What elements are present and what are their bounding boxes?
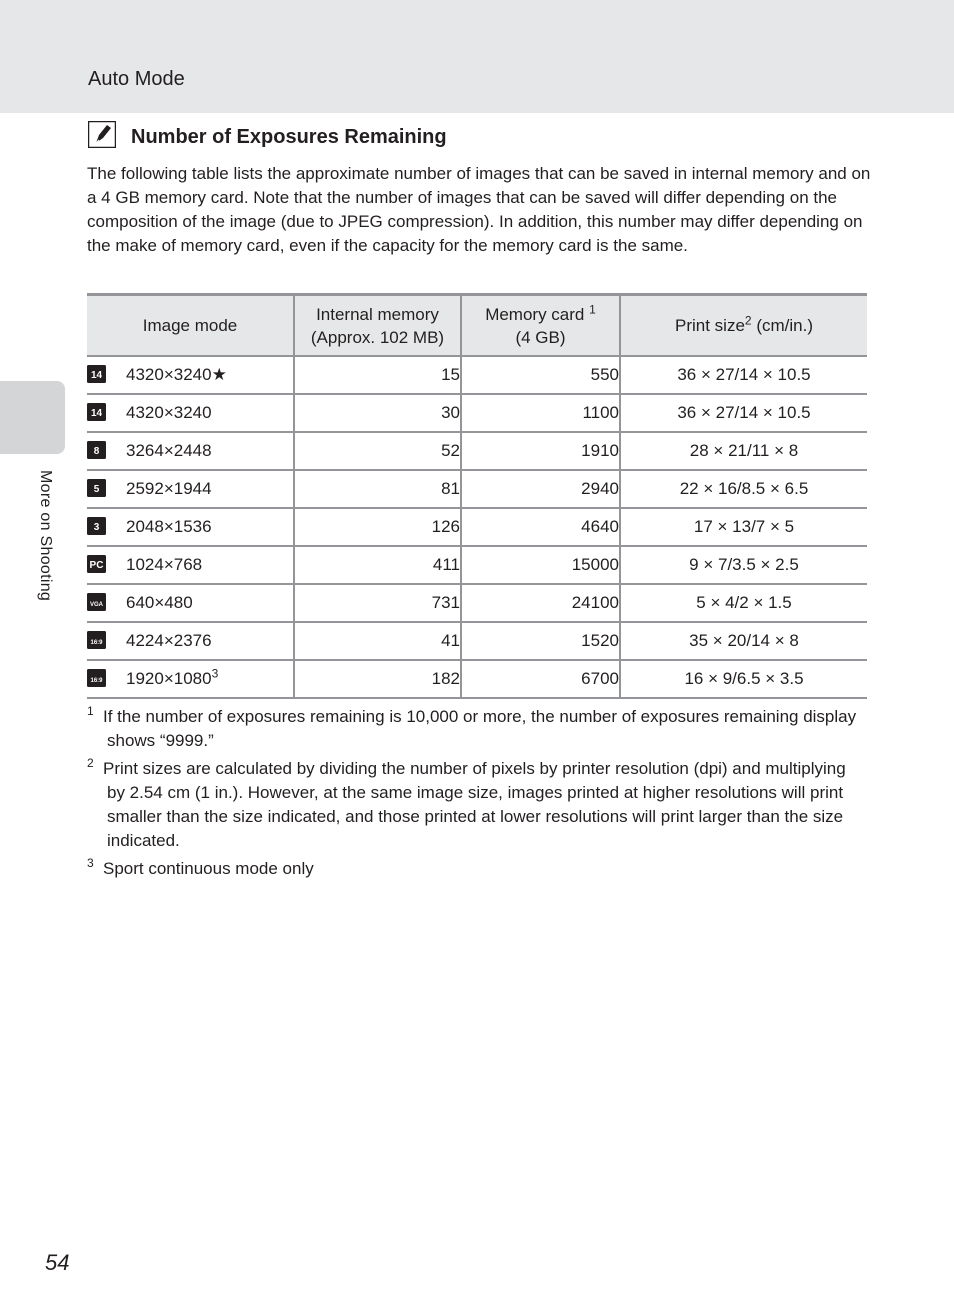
- header-card-footnote-mark: 1: [589, 301, 596, 316]
- image-mode-label: 2048×1536: [126, 517, 212, 536]
- header-print-pre: Print size: [675, 316, 745, 335]
- table-row: [87, 546, 867, 584]
- vga-icon: [87, 593, 106, 611]
- 14m-icon: [87, 403, 106, 421]
- side-chapter-label: More on Shooting: [37, 470, 54, 602]
- image-mode-cell: [87, 508, 294, 546]
- footnote-text: Sport continuous mode only: [103, 859, 314, 878]
- image-mode-footnote-mark: 3: [211, 666, 219, 681]
- memory-card-cell: 1100: [461, 394, 620, 432]
- image-mode-label: 4320×3240: [126, 403, 212, 422]
- header-print-footnote-mark: 2: [744, 313, 752, 328]
- page-number: 54: [45, 1250, 70, 1275]
- internal-memory-cell: 52: [294, 432, 461, 470]
- internal-memory-cell: 182: [294, 660, 461, 698]
- table-row: [87, 356, 867, 394]
- internal-memory-cell: 15: [294, 356, 461, 394]
- header-card-line2: (4 GB): [515, 327, 566, 347]
- pencil-note-icon: [88, 121, 116, 148]
- table-row: [87, 622, 867, 660]
- 14m-star-icon: [87, 365, 106, 383]
- image-mode-cell: [87, 584, 294, 622]
- image-mode-cell: [87, 432, 294, 470]
- image-mode-cell: [87, 546, 294, 584]
- mode-icon-glyph: 8: [93, 446, 100, 457]
- mode-icon-glyph: PC: [89, 560, 104, 571]
- side-chapter-tab: [0, 381, 65, 454]
- print-size-cell: 36 × 27/14 × 10.5: [620, 356, 867, 394]
- memory-card-cell: 1910: [461, 432, 620, 470]
- mode-icon-glyph: 5: [93, 484, 100, 495]
- print-size-cell: 22 × 16/8.5 × 6.5: [620, 470, 867, 508]
- mode-icon-glyph: 16:9: [90, 640, 103, 646]
- header-card-line1: Memory card: [485, 304, 585, 324]
- print-size-cell: 28 × 21/11 × 8: [620, 432, 867, 470]
- print-size-cell: 36 × 27/14 × 10.5: [620, 394, 867, 432]
- print-size-cell: 9 × 7/3.5 × 2.5: [620, 546, 867, 584]
- exposures-table: [87, 293, 867, 699]
- header-internal-line2: (Approx. 102 MB): [310, 327, 445, 347]
- footnotes: [87, 705, 867, 885]
- mode-icon-glyph: 16:9: [90, 678, 103, 684]
- image-mode-label: 1920×1080: [126, 669, 212, 688]
- 16-9-10m-icon: [87, 631, 106, 649]
- image-mode-label: 640×480: [126, 593, 193, 612]
- mode-icon-glyph: 14: [90, 370, 103, 381]
- print-size-cell: 17 × 13/7 × 5: [620, 508, 867, 546]
- mode-icon-glyph: 3: [93, 522, 100, 533]
- image-mode-cell: [87, 660, 294, 698]
- internal-memory-cell: 30: [294, 394, 461, 432]
- footnote-mark: 1: [87, 704, 94, 718]
- image-mode-label: 2592×1944: [126, 479, 212, 498]
- 16-9-2m-icon: [87, 669, 106, 687]
- internal-memory-cell: 731: [294, 584, 461, 622]
- footnote-text: If the number of exposures remaining is 10,000 or more, the number of exposures remaining display shows “9999.”: [103, 707, 857, 750]
- image-mode-label: 3264×2448: [126, 441, 212, 460]
- footnote-text: Print sizes are calculated by dividing the number of pixels by printer resolution (dpi) and multiplying by 2.54 cm (1 in.). However, at the same image size, images printed at higher resolutions will print smaller than the size indicated, and those printed at lower resolutions will print larger than the size indicated.: [103, 759, 846, 850]
- image-mode-label: 1024×768: [126, 555, 203, 574]
- table-row: [87, 508, 867, 546]
- footnote: [87, 705, 867, 753]
- header-image-mode: Image mode: [87, 295, 294, 357]
- table-header-row: [87, 295, 867, 357]
- print-size-cell: 35 × 20/14 × 8: [620, 622, 867, 660]
- memory-card-cell: 550: [461, 356, 620, 394]
- memory-card-cell: 6700: [461, 660, 620, 698]
- footnote: [87, 757, 867, 853]
- image-mode-cell: [87, 470, 294, 508]
- mode-icon-glyph: 14: [90, 408, 103, 419]
- table-row: [87, 432, 867, 470]
- internal-memory-cell: 126: [294, 508, 461, 546]
- table-row: [87, 660, 867, 698]
- 5m-icon: [87, 479, 106, 497]
- 3m-icon: [87, 517, 106, 535]
- internal-memory-cell: 81: [294, 470, 461, 508]
- image-mode-label: 4224×2376: [126, 631, 212, 650]
- memory-card-cell: 2940: [461, 470, 620, 508]
- footnote-mark: 3: [87, 856, 94, 870]
- memory-card-cell: 24100: [461, 584, 620, 622]
- intro-paragraph: The following table lists the approximate number of images that can be saved in internal memory and on a 4 GB memory card. Note that the number of images that can be saved will differ depending on the composition of the image (due to JPEG compression). In addition, this number may differ depending on the make of memory card, even if the capacity for the memory card is the same.: [87, 164, 871, 255]
- mode-icon-glyph: VGA: [89, 602, 104, 608]
- image-mode-cell: [87, 394, 294, 432]
- print-size-cell: 16 × 9/6.5 × 3.5: [620, 660, 867, 698]
- memory-card-cell: 15000: [461, 546, 620, 584]
- header-print-size: [620, 295, 867, 357]
- print-size-cell: 5 × 4/2 × 1.5: [620, 584, 867, 622]
- page-header-title: Auto Mode: [88, 68, 185, 90]
- table-row: [87, 470, 867, 508]
- table-row: [87, 584, 867, 622]
- image-mode-cell: [87, 356, 294, 394]
- 8m-icon: [87, 441, 106, 459]
- section-title: Number of Exposures Remaining: [131, 126, 447, 148]
- header-band: [0, 0, 954, 113]
- internal-memory-cell: 41: [294, 622, 461, 660]
- footnote-mark: 2: [87, 756, 94, 770]
- memory-card-cell: 1520: [461, 622, 620, 660]
- memory-card-cell: 4640: [461, 508, 620, 546]
- header-print-post: (cm/in.): [751, 316, 813, 335]
- pc-icon: [87, 555, 106, 573]
- image-mode-label: 4320×3240★: [126, 365, 227, 384]
- footnote: [87, 857, 867, 881]
- header-internal-line1: Internal memory: [316, 304, 439, 324]
- header-internal-memory: [294, 295, 461, 357]
- internal-memory-cell: 411: [294, 546, 461, 584]
- header-memory-card: [461, 295, 620, 357]
- image-mode-cell: [87, 622, 294, 660]
- table-row: [87, 394, 867, 432]
